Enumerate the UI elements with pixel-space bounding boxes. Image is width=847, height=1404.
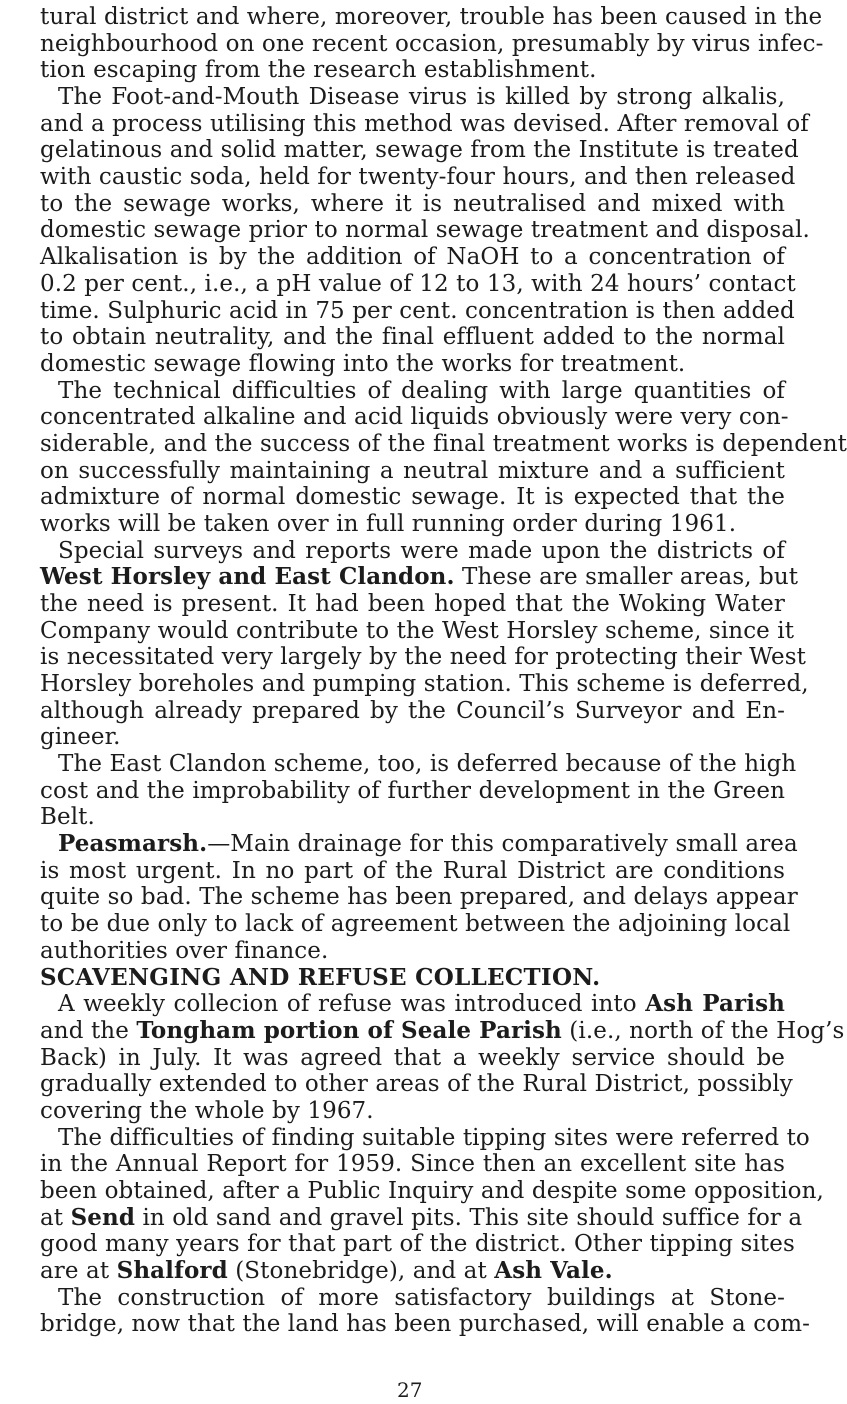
text-line: concentrated alkaline and acid liquids obviously were very con- [40, 404, 789, 431]
text-line: the need is present. It had been hoped that the Woking Water [40, 591, 785, 617]
text-line: Horsley boreholes and pumping station. This scheme is deferred, [40, 671, 809, 697]
text-line: Alkalisation is by the addition of NaOH to a concentration of [40, 244, 785, 271]
text-line: Belt. [40, 804, 95, 831]
text-line: authorities over finance. [40, 937, 329, 964]
text-line: works will be taken over in full running order during 1961. [40, 510, 737, 537]
text-line: admixture of normal domestic sewage. It is expected that the [40, 484, 785, 511]
text-line: gelatinous and solid matter, sewage from the Institute is treated [40, 137, 799, 164]
text-line: gradually extended to other areas of the Rural District, possibly [40, 1071, 793, 1098]
text-line: West Horsley and East Clandon. These are smaller areas, but [40, 563, 799, 591]
text-line: covering the whole by 1967. [40, 1097, 374, 1124]
text-line: Company would contribute to the West Horsley scheme, since it [40, 617, 795, 644]
text-line: at Send in old sand and gravel pits. This site should suffice for a [40, 1203, 803, 1231]
text-line: domestic sewage prior to normal sewage treatment and disposal. [40, 217, 810, 244]
text-line: bridge, now that the land has been purchased, will enable a com- [40, 1311, 810, 1338]
text-line: is most urgent. In no part of the Rural District are conditions [40, 857, 785, 884]
text-line: to the sewage works, where it is neutralised and mixed with [40, 190, 785, 217]
text-line: siderable, and the success of the final treatment works is dependent [40, 430, 847, 457]
text-line: The Foot-and-Mouth Disease virus is killed by strong alkalis, [58, 84, 785, 110]
text-line: good many years for that part of the district. Other tipping sites [40, 1231, 795, 1258]
text-line: to obtain neutrality, and the final effluent added to the normal [40, 324, 785, 351]
text-line: gineer. [40, 724, 121, 751]
text-line: tural district and where, moreover, trouble has been caused in the [40, 4, 823, 30]
text-line: The technical difficulties of dealing with large quantities of [58, 377, 785, 404]
text-line: 0.2 per cent., i.e., a pH value of 12 to 13, with 24 hours’ contact [40, 270, 796, 297]
text-line: The East Clandon scheme, too, is deferred because of the high [58, 751, 797, 777]
text-line: The difficulties of finding suitable tipping sites were referred to [58, 1124, 810, 1151]
text-line: A weekly collecion of refuse was introduced into Ash Parish [58, 990, 785, 1018]
text-line: time. Sulphuric acid in 75 per cent. concentration is then added [40, 297, 795, 324]
text-line: is necessitated very largely by the need for protecting their West [40, 644, 806, 671]
text-line: Special surveys and reports were made upon the districts of [58, 537, 785, 564]
text-line: are at Shalford (Stonebridge), and at Ash Vale. [40, 1257, 613, 1284]
text-line: although already prepared by the Council’s Surveyor and En- [40, 697, 785, 724]
text-line: quite so bad. The scheme has been prepared, and delays appear [40, 884, 798, 911]
text-line: to be due only to lack of agreement between the adjoining local [40, 911, 791, 938]
text-line: and a process utilising this method was devised. After removal of [40, 110, 809, 137]
section-heading: SCAVENGING AND REFUSE COLLECTION. [40, 963, 601, 991]
text-line: domestic sewage flowing into the works for treatment. [40, 350, 686, 377]
text-line: cost and the improbability of further development in the Green [40, 777, 785, 804]
text-line: with caustic soda, held for twenty-four hours, and then released [40, 164, 796, 191]
text-line: on successfully maintaining a neutral mixture and a sufficient [40, 457, 785, 484]
text-line: tion escaping from the research establishment. [40, 57, 597, 84]
text-line: in the Annual Report for 1959. Since then an excellent site has [40, 1151, 785, 1178]
text-line: neighbourhood on one recent occasion, presumably by virus infec- [40, 30, 824, 57]
text-line: been obtained, after a Public Inquiry and despite some opposition, [40, 1177, 824, 1204]
text-line: Back) in July. It was agreed that a weekly service should be [40, 1044, 785, 1071]
text-line: and the Tongham portion of Seale Parish (i.e., north of the Hog’s [40, 1016, 845, 1044]
text-line: Peasmarsh.—Main drainage for this comparatively small area [58, 830, 798, 858]
page-number: 27 [397, 1378, 423, 1402]
text-line: The construction of more satisfactory buildings at Stone- [58, 1284, 785, 1311]
